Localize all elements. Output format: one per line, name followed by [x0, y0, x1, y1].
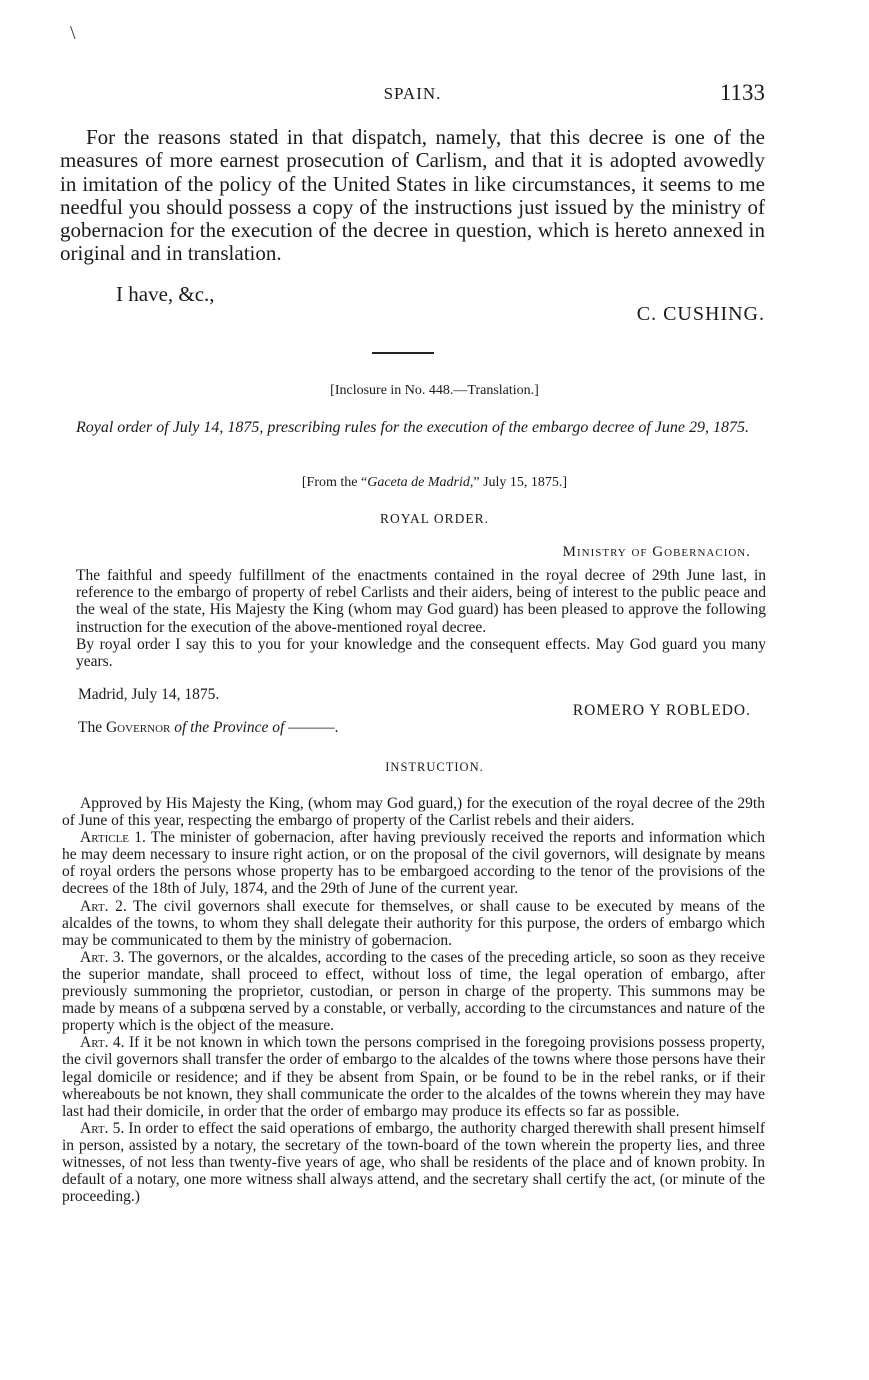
addressee-blank: ———. [284, 719, 339, 736]
royal-order-heading: ROYAL ORDER. [379, 511, 489, 526]
letter-signature: C. CUSHING. [636, 303, 765, 325]
article-5 [62, 1120, 765, 1205]
section-divider [372, 352, 434, 354]
addressee-rest: of the Province of [174, 719, 285, 736]
royal-order-title: Royal order of July 14, 1875, prescribing rules for the execution of the embargo decree of June 29, 1875. [75, 419, 750, 436]
running-head: SPAIN. [383, 84, 442, 103]
instruction-intro: Approved by His Majesty the King, (whom may God guard,) for the execution of the royal decree of the 29th of June of this year, respecting the embargo of property of the Carlist rebels and their aiders. [62, 795, 765, 830]
source-prefix: [From the “ [301, 475, 368, 490]
page-number: 1133 [719, 80, 765, 105]
letter-text: For the reasons stated in that dispatch, namely, that this decree is one of the measures of more earnest prosecution of Carlism, and that it is adopted avowedly in imitation of the policy of the United States in like circumstances, it seems to me needful you should possess a copy of the instructions just issued by the ministry of gobernacion for the execution of the decree in question, which is hereto annexed in original and in translation. [60, 125, 765, 266]
article-text: The governors, or the alcaldes, according to the cases of the preceding article, so soon as they receive the superior mandate, shall proceed to effect, without loss of time, the legal operation of embargo, after previously summoning the proprietor, custodian, or person in charge of the property. This summons may be made by means of a subpœna served by a constable, or verbally, according to the circumstances and nature of the property which is the object of the measure. [62, 948, 765, 1035]
addressee-line [78, 719, 339, 737]
stray-mark: \ [70, 22, 76, 44]
inclosure-label: [Inclosure in No. 448.—Translation.] [330, 383, 539, 398]
source-suffix: ” July 15, 1875.] [473, 475, 568, 490]
royal-order-paragraph-1: The faithful and speedy fulfillment of the enactments contained in the royal decree of 29th June last, in reference to the embargo of property of rebel Carlists and their aiders, being of interest to the public peace and the weal of the state, His Majesty the King (whom may God guard) has been pleased to approve the following instruction for the execution of the above-mentioned royal decree. [76, 567, 766, 636]
royal-order-body [76, 567, 766, 670]
addressee-title: Governor [105, 719, 171, 736]
source-line [0, 475, 869, 491]
instruction-heading: INSTRUCTION. [385, 760, 484, 774]
source-name: Gaceta de Madrid, [367, 475, 474, 490]
place-date: Madrid, July 14, 1875. [78, 686, 220, 703]
article-label: Art. 2. [80, 897, 127, 915]
letter-closing: I have, &c., [116, 282, 215, 306]
article-3 [62, 949, 765, 1034]
article-label: Art. 4. [80, 1034, 125, 1052]
article-2 [62, 898, 765, 949]
article-text: The civil governors shall execute for themselves, or shall cause to be executed by means of the alcaldes of the towns, to whom they shall delegate their authority for this purpose, the orders of embargo which may be communicated to them by the ministry of gobernacion. [62, 897, 765, 949]
article-label: Art. 5. [80, 1119, 125, 1137]
addressee-the: The [78, 719, 103, 736]
article-4 [62, 1034, 765, 1119]
article-text: If it be not known in which town the persons comprised in the foregoing provisions possess property, the civil governors shall transfer the order of embargo to the alcaldes of the towns where those persons have their legal domicile or residence; and if they be absent from Spain, or be found to be in the rebel ranks, or if their whereabouts be not known, they shall communicate the order to the alcaldes of the towns wherein they may have last had their domicile, in order that the order of embargo may produce its effects so far as possible. [62, 1034, 765, 1120]
ministry-line: Ministry of Gobernacion. [562, 544, 751, 560]
article-label: Art. 3. [80, 948, 125, 966]
letter-paragraph [60, 126, 765, 266]
article-text: The minister of gobernacion, after having previously received the reports and information which he may deem necessary to insure right action, or on the proposal of the civil governors, will designate by means of royal orders the persons whose property has to be embargoed according to the tenor of the provisions of the decrees of the 18th of July, 1874, and the 29th of June of the current year. [62, 829, 765, 898]
royal-order-paragraph-2: By royal order I say this to you for your knowledge and the consequent effects. May God guard you many years. [76, 635, 766, 671]
article-label: Article 1. [80, 829, 146, 847]
article-text: In order to effect the said operations of embargo, the authority charged therewith shall present himself in person, assisted by a notary, the secretary of the town-board of the town wherein the property lies, and three witnesses, of not less than twenty-five years of age, who shall be residents of the place and of known probity. In default of a notary, one more witness shall always attend, and the secretary shall certify the act, (or minute of the proceeding.) [62, 1119, 766, 1206]
minister-signature: ROMERO Y ROBLEDO. [572, 702, 751, 719]
page-header [60, 80, 765, 110]
instruction-body [62, 795, 765, 1205]
article-1 [62, 829, 765, 897]
